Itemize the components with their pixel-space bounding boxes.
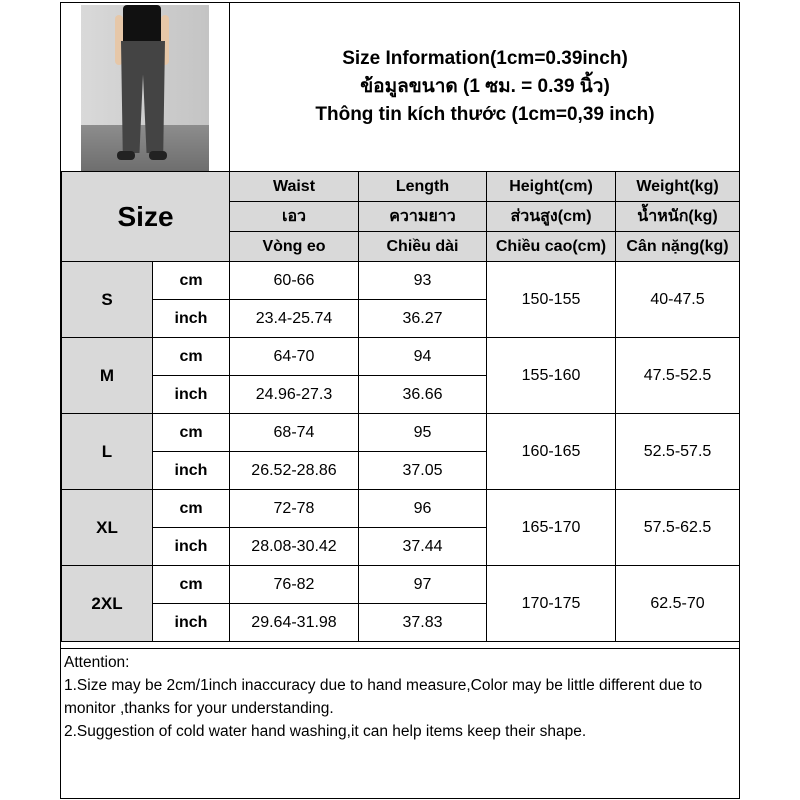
length-cm: 96 — [359, 490, 487, 528]
title-english: Size Information(1cm=0.39inch) — [342, 48, 628, 69]
unit-cm: cm — [153, 490, 230, 528]
col-header-height-vi: Chiều cao(cm) — [487, 232, 616, 262]
height-range: 150-155 — [487, 262, 616, 338]
length-inch: 37.05 — [359, 452, 487, 490]
waist-inch: 29.64-31.98 — [230, 604, 359, 642]
waist-inch: 28.08-30.42 — [230, 528, 359, 566]
length-inch: 37.44 — [359, 528, 487, 566]
col-header-waist-vi: Vòng eo — [230, 232, 359, 262]
size-label: S — [62, 262, 153, 338]
waist-cm: 64-70 — [230, 338, 359, 376]
model-shoe — [117, 151, 135, 160]
size-label: XL — [62, 490, 153, 566]
product-photo — [81, 5, 209, 171]
notes-heading: Attention: — [64, 654, 130, 671]
waist-inch: 24.96-27.3 — [230, 376, 359, 414]
col-header-length-vi: Chiều dài — [359, 232, 487, 262]
unit-cm: cm — [153, 566, 230, 604]
unit-inch: inch — [153, 376, 230, 414]
col-header-weight-th: น้ำหนัก(kg) — [616, 202, 740, 232]
height-range: 165-170 — [487, 490, 616, 566]
unit-cm: cm — [153, 262, 230, 300]
length-cm: 97 — [359, 566, 487, 604]
weight-range: 40-47.5 — [616, 262, 740, 338]
size-chart-sheet — [60, 2, 740, 799]
length-inch: 36.66 — [359, 376, 487, 414]
height-range: 155-160 — [487, 338, 616, 414]
note-line-2: 2.Suggestion of cold water hand washing,it can help items keep their shape. — [64, 723, 587, 740]
waist-cm: 68-74 — [230, 414, 359, 452]
weight-range: 57.5-62.5 — [616, 490, 740, 566]
size-header: Size — [62, 172, 230, 262]
weight-range: 62.5-70 — [616, 566, 740, 642]
size-label: L — [62, 414, 153, 490]
unit-inch: inch — [153, 300, 230, 338]
size-table — [61, 171, 740, 642]
col-header-weight-vi: Cân nặng(kg) — [616, 232, 740, 262]
col-header-height-th: ส่วนสูง(cm) — [487, 202, 616, 232]
unit-inch: inch — [153, 604, 230, 642]
height-range: 160-165 — [487, 414, 616, 490]
attention-notes — [61, 648, 739, 745]
waist-cm: 60-66 — [230, 262, 359, 300]
weight-range: 47.5-52.5 — [616, 338, 740, 414]
col-header-height: Height(cm) — [487, 172, 616, 202]
length-cm: 95 — [359, 414, 487, 452]
col-header-weight: Weight(kg) — [616, 172, 740, 202]
title-vietnamese: Thông tin kích thước (1cm=0,39 inch) — [315, 104, 655, 125]
col-header-length: Length — [359, 172, 487, 202]
length-cm: 94 — [359, 338, 487, 376]
col-header-waist-th: เอว — [230, 202, 359, 232]
waist-cm: 72-78 — [230, 490, 359, 528]
height-range: 170-175 — [487, 566, 616, 642]
title-thai: ข้อมูลขนาด (1 ซม. = 0.39 นิ้ว) — [360, 76, 610, 97]
waist-inch: 23.4-25.74 — [230, 300, 359, 338]
weight-range: 52.5-57.5 — [616, 414, 740, 490]
model-shoe — [149, 151, 167, 160]
size-label: 2XL — [62, 566, 153, 642]
unit-inch: inch — [153, 528, 230, 566]
length-inch: 37.83 — [359, 604, 487, 642]
length-inch: 36.27 — [359, 300, 487, 338]
unit-inch: inch — [153, 452, 230, 490]
waist-cm: 76-82 — [230, 566, 359, 604]
unit-cm: cm — [153, 414, 230, 452]
col-header-waist: Waist — [230, 172, 359, 202]
model-top — [123, 5, 161, 43]
note-line-1: 1.Size may be 2cm/1inch inaccuracy due to hand measure,Color may be little different due to monitor ,thanks for your understanding. — [64, 677, 703, 717]
size-label: M — [62, 338, 153, 414]
waist-inch: 26.52-28.86 — [230, 452, 359, 490]
col-header-length-th: ความยาว — [359, 202, 487, 232]
size-info-title — [229, 3, 740, 171]
length-cm: 93 — [359, 262, 487, 300]
unit-cm: cm — [153, 338, 230, 376]
photo-floor — [81, 125, 209, 171]
